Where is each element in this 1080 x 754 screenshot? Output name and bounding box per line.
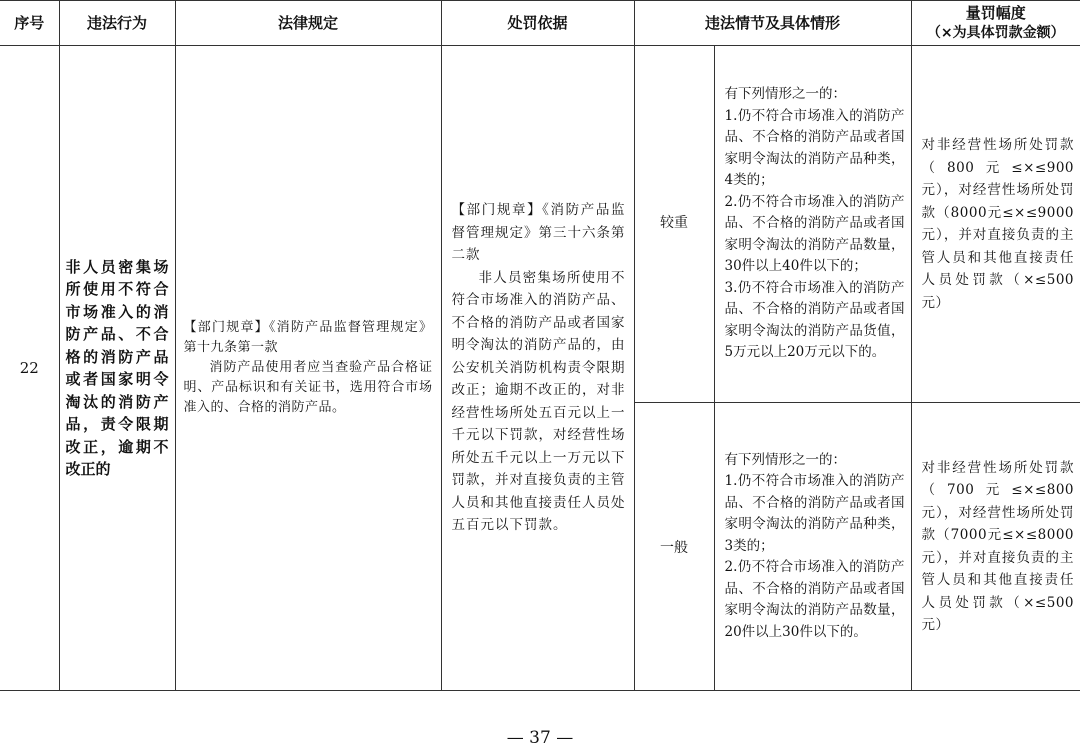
detail-line: 2.仍不符合市场准入的消防产品、不合格的消防产品或者国家明令淘汰的消防产品数量，30件以上40件以下的； (724, 193, 905, 275)
header-law: 法律规定 (175, 1, 441, 46)
law-source: 【部门规章】《消防产品监督管理规定》第十九条第一款 (183, 320, 433, 355)
penalty-general: 对非经营性场所处罚款（700元≤×≤800元），对经营性场所处罚款（7000元≤×≤8000元），并对直接负责的主管人员和其他直接责任人员处罚款（×≤500元） (911, 403, 1080, 691)
detail-line: 3.仍不符合市场准入的消防产品、不合格的消防产品或者国家明令淘汰的消防产品货值，5万元以上20万元以下的。 (724, 279, 905, 361)
basis-text: 非人员密集场所使用不符合市场准入的消防产品、不合格的消防产品或者国家明令淘汰的消防产品的，由公安机关消防机构责令限期改正；逾期不改正的，对非经营性场所处五百元以上一千元以下罚款，对经营性场所处五千元以上一万元以下罚款，并对直接负责的主管人员和其他直接责任人员处五百元以下罚款。 (451, 269, 626, 534)
basis-cell (441, 46, 634, 691)
header-penalty (911, 1, 1080, 46)
level-general: 一般 (634, 403, 714, 691)
detail-line: 1.仍不符合市场准入的消防产品、不合格的消防产品或者国家明令淘汰的消防产品种类，3类的； (724, 473, 905, 554)
detail-line: 2.仍不符合市场准入的消防产品、不合格的消防产品或者国家明令淘汰的消防产品数量，20件以上30件以下的。 (724, 559, 905, 640)
detail-severe (714, 46, 911, 403)
header-row (0, 1, 1080, 46)
law-text: 消防产品使用者应当查验产品合格证明、产品标识和有关证书，选用符合市场准入的、合格的消防产品。 (183, 360, 433, 415)
page-number: — 37 — (506, 728, 574, 748)
detail-line: 1.仍不符合市场准入的消防产品、不合格的消防产品或者国家明令淘汰的消防产品种类，4类的； (724, 107, 905, 189)
header-penalty-title: 量罚幅度 (965, 4, 1026, 22)
level-severe: 较重 (634, 46, 714, 403)
header-seq: 序号 (0, 1, 59, 46)
table-row (0, 46, 1080, 403)
row-seq: 22 (0, 46, 59, 691)
detail-line: 有下列情形之一的： (724, 86, 846, 103)
basis-source: 【部门规章】《消防产品监督管理规定》第三十六条第二款 (451, 202, 626, 264)
penalty-severe: 对非经营性场所处罚款（800元≤×≤900元），对经营性场所处罚款（8000元≤×≤9000元），并对直接负责的主管人员和其他直接责任人员处罚款（×≤500元） (911, 46, 1080, 403)
header-violation: 违法行为 (59, 1, 175, 46)
law-cell (175, 46, 441, 691)
detail-general (714, 403, 911, 691)
header-penalty-note: （×为具体罚款金额） (926, 25, 1065, 41)
header-circumstance: 违法情节及具体情形 (634, 1, 911, 46)
violation-cell: 非人员密集场所使用不符合市场准入的消防产品、不合格的消防产品或者国家明令淘汰的消防产品，责令限期改正，逾期不改正的 (59, 46, 175, 691)
detail-line: 有下列情形之一的： (724, 451, 846, 468)
header-basis: 处罚依据 (441, 1, 634, 46)
